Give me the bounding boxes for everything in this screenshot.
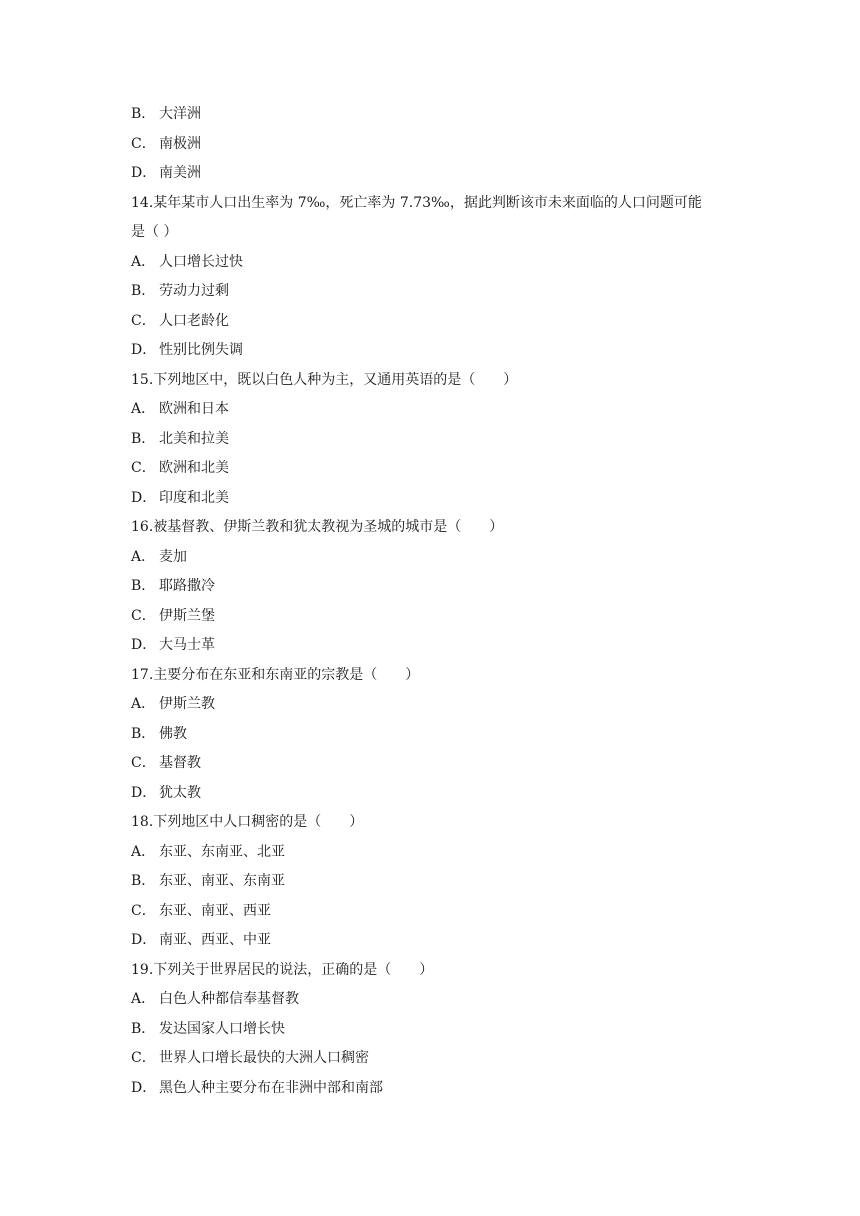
option-text: 基督教	[159, 755, 201, 771]
option-text: 性别比例失调	[159, 342, 243, 358]
option-text: 南亚、西亚、中亚	[159, 932, 271, 948]
answer-option	[131, 779, 741, 809]
option-letter: C．	[131, 135, 156, 152]
option-letter: C．	[131, 312, 156, 329]
answer-option	[131, 543, 741, 573]
question-stem: 17.主要分布在东亚和东南亚的宗教是（ ）	[131, 666, 420, 683]
option-text: 伊斯兰堡	[159, 607, 215, 624]
option-text: 白色人种都信奉基督教	[159, 991, 299, 1007]
question-stem: 15.下列地区中，既以白色人种为主，又通用英语的是（ ）	[131, 371, 518, 388]
option-text: 佛教	[159, 725, 187, 742]
option-text: 欧洲和日本	[159, 401, 229, 417]
option-letter: C．	[131, 1050, 156, 1066]
option-letter: D．	[131, 637, 157, 653]
option-text: 南极洲	[159, 135, 201, 152]
answer-option	[131, 749, 741, 779]
option-letter: B．	[131, 725, 156, 742]
answer-option	[131, 897, 741, 927]
option-letter: A．	[131, 843, 156, 860]
option-text: 黑色人种主要分布在非洲中部和南部	[159, 1079, 383, 1096]
answer-option	[131, 425, 741, 455]
option-text: 南美洲	[159, 165, 201, 181]
option-letter: D．	[131, 342, 157, 358]
option-letter: B．	[131, 283, 156, 299]
option-text: 发达国家人口增长快	[159, 1020, 285, 1037]
option-letter: A．	[131, 401, 156, 417]
answer-option	[131, 572, 741, 602]
option-letter: D．	[131, 1079, 157, 1096]
answer-option	[131, 1044, 741, 1074]
option-text: 大马士革	[159, 637, 215, 653]
answer-option	[131, 336, 741, 366]
answer-option	[131, 248, 741, 278]
option-text: 劳动力过剩	[159, 283, 229, 299]
question-stem: 16.被基督教、伊斯兰教和犹太教视为圣城的城市是（ ）	[131, 519, 504, 535]
option-text: 耶路撒冷	[159, 578, 215, 594]
option-letter: D．	[131, 165, 157, 181]
answer-option	[131, 1015, 741, 1045]
option-text: 欧洲和北美	[159, 460, 229, 476]
option-text: 东亚、南亚、西亚	[159, 902, 271, 919]
option-letter: D．	[131, 784, 157, 801]
option-text: 人口增长过快	[159, 253, 243, 270]
answer-option	[131, 631, 741, 661]
answer-option	[131, 100, 741, 130]
option-letter: A．	[131, 253, 156, 270]
option-letter: C．	[131, 607, 156, 624]
question-stem: 18.下列地区中人口稠密的是（ ）	[131, 814, 364, 830]
option-text: 人口老龄化	[159, 312, 229, 329]
question-stem: 14.某年某市人口出生率为 7‰，死亡率为 7.73‰，据此判断该市未来面临的人口问题可能	[131, 194, 702, 211]
option-text: 东亚、东南亚、北亚	[159, 843, 285, 860]
option-text: 印度和北美	[159, 489, 229, 506]
option-letter: B．	[131, 106, 156, 122]
answer-option	[131, 690, 741, 720]
option-text: 犹太教	[159, 784, 201, 801]
option-text: 东亚、南亚、东南亚	[159, 873, 285, 889]
option-letter: A．	[131, 548, 156, 565]
answer-option	[131, 602, 741, 632]
answer-option	[131, 985, 741, 1015]
option-text: 伊斯兰教	[159, 696, 215, 712]
answer-option	[131, 395, 741, 425]
answer-option	[131, 277, 741, 307]
answer-option	[131, 720, 741, 750]
question-stem: 是（ ）	[131, 224, 178, 240]
document-page	[131, 100, 741, 1103]
option-text: 世界人口增长最快的大洲人口稠密	[159, 1050, 369, 1066]
answer-option	[131, 926, 741, 956]
option-letter: C．	[131, 755, 156, 771]
answer-option	[131, 454, 741, 484]
option-text: 北美和拉美	[159, 430, 229, 447]
answer-option	[131, 159, 741, 189]
answer-option	[131, 1074, 741, 1104]
answer-option	[131, 484, 741, 514]
option-letter: B．	[131, 578, 156, 594]
answer-option	[131, 130, 741, 160]
question-stem: 19.下列关于世界居民的说法，正确的是（ ）	[131, 961, 434, 978]
option-letter: B．	[131, 430, 156, 447]
option-letter: B．	[131, 873, 156, 889]
option-letter: B．	[131, 1020, 156, 1037]
option-letter: D．	[131, 932, 157, 948]
option-letter: C．	[131, 460, 156, 476]
option-text: 麦加	[159, 548, 187, 565]
option-letter: D．	[131, 489, 157, 506]
option-letter: A．	[131, 696, 156, 712]
answer-option	[131, 838, 741, 868]
answer-option	[131, 307, 741, 337]
option-letter: A．	[131, 991, 156, 1007]
option-letter: C．	[131, 902, 156, 919]
answer-option	[131, 867, 741, 897]
option-text: 大洋洲	[159, 106, 201, 122]
